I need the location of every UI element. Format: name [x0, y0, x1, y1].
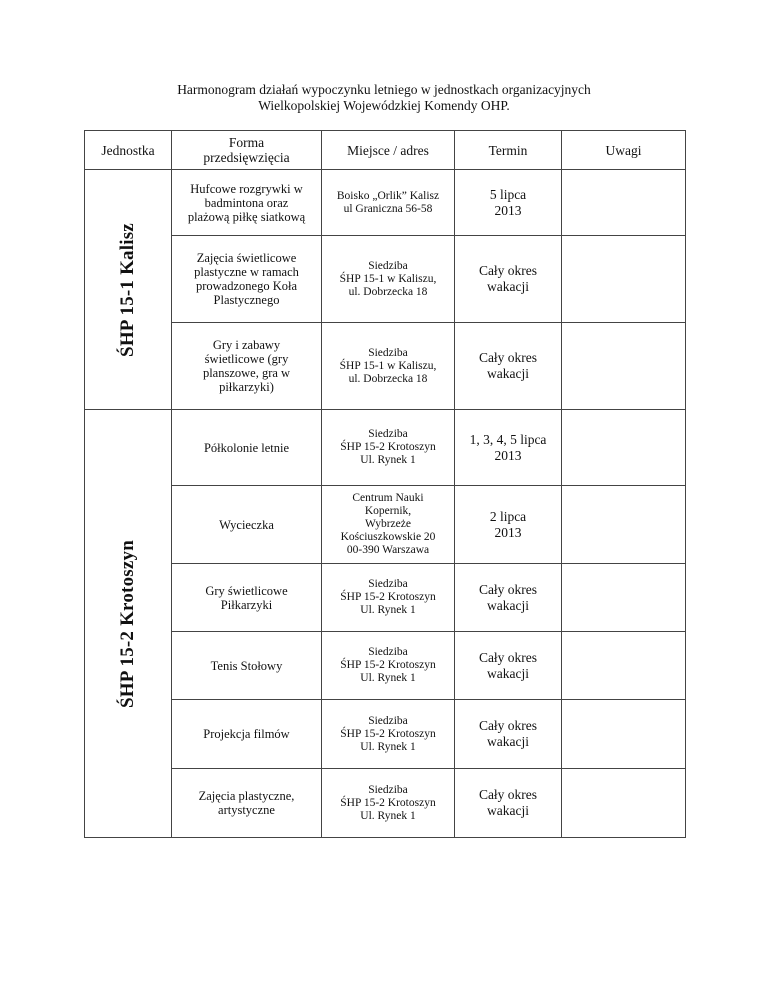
miejsce-cell: [322, 486, 455, 564]
header-forma-line-1: Forma: [228, 135, 265, 150]
uwagi-cell: [562, 410, 686, 486]
table-row: [85, 769, 686, 838]
page-title: [84, 82, 684, 114]
forma-line: Tenis Stołowy: [210, 658, 283, 673]
termin-line: 2013: [494, 202, 522, 218]
table-row: [85, 236, 686, 323]
termin-line: Cały okres: [478, 649, 538, 665]
termin-line: 1, 3, 4, 5 lipca: [469, 431, 547, 447]
forma-cell: [172, 564, 322, 632]
uwagi-cell: [562, 769, 686, 838]
termin-cell: [455, 410, 562, 486]
miejsce-line: ŚHP 15-1 w Kaliszu,: [339, 359, 437, 372]
miejsce-line: Ul. Rynek 1: [360, 672, 416, 684]
forma-line: plażową piłkę siatkową: [187, 209, 306, 224]
miejsce-line: ŚHP 15-2 Krotoszyn: [340, 441, 436, 453]
forma-line: badmintona oraz: [204, 195, 289, 210]
forma-cell: [172, 410, 322, 486]
miejsce-line: Siedziba: [368, 578, 408, 590]
termin-line: wakacji: [487, 279, 529, 294]
miejsce-cell: [322, 236, 455, 323]
unit-cell: [85, 410, 172, 838]
schedule-table: [84, 130, 686, 838]
uwagi-cell: [562, 236, 686, 323]
forma-line: artystyczne: [218, 803, 275, 817]
termin-line: Cały okres: [478, 581, 538, 597]
header-forma: [172, 131, 322, 170]
termin-cell: [455, 769, 562, 838]
miejsce-line: Siedziba: [368, 346, 408, 359]
miejsce-line: Centrum Nauki: [352, 492, 424, 504]
miejsce-line: ŚHP 15-1 w Kaliszu,: [339, 272, 437, 285]
miejsce-cell: [322, 700, 455, 769]
miejsce-line: Siedziba: [368, 714, 408, 727]
miejsce-cell: [322, 170, 455, 236]
table-row: [85, 170, 686, 236]
forma-line: Hufcowe rozgrywki w: [190, 181, 303, 196]
forma-line: Wycieczka: [219, 517, 274, 532]
termin-line: Cały okres: [478, 263, 538, 278]
miejsce-line: Boisko „Orlik” Kalisz: [336, 189, 440, 202]
miejsce-line: Siedziba: [368, 259, 408, 272]
forma-line: Projekcja filmów: [203, 727, 290, 741]
termin-cell: [455, 170, 562, 236]
forma-line: Gry świetlicowe: [205, 583, 288, 598]
uwagi-cell: [562, 486, 686, 564]
termin-cell: [455, 236, 562, 323]
header-jednostka: Jednostka: [85, 131, 172, 170]
termin-line: wakacji: [487, 803, 529, 818]
header-miejsce: Miejsce / adres: [322, 131, 455, 170]
termin-cell: [455, 486, 562, 564]
miejsce-line: Ul. Rynek 1: [360, 604, 416, 616]
forma-line: planszowe, gra w: [202, 366, 291, 380]
termin-line: 2013: [494, 447, 522, 463]
header-forma-line-2: przedsięwzięcia: [203, 150, 290, 165]
miejsce-cell: [322, 410, 455, 486]
uwagi-cell: [562, 564, 686, 632]
uwagi-cell: [562, 632, 686, 700]
forma-line: piłkarzyki): [219, 380, 274, 394]
unit-name: ŚHP 15-2 Krotoszyn: [117, 539, 138, 708]
table-row: [85, 632, 686, 700]
uwagi-cell: [562, 170, 686, 236]
miejsce-line: ul. Dobrzecka 18: [348, 372, 428, 385]
unit-name: ŚHP 15-1 Kalisz: [117, 222, 138, 357]
termin-cell: [455, 564, 562, 632]
miejsce-line: ŚHP 15-2 Krotoszyn: [340, 727, 436, 740]
forma-cell: [172, 700, 322, 769]
forma-line: Piłkarzyki: [220, 597, 273, 612]
header-row: [85, 131, 686, 170]
forma-cell: [172, 769, 322, 838]
miejsce-line: 00-390 Warszawa: [346, 544, 430, 556]
miejsce-line: Wybrzeże: [365, 518, 411, 530]
forma-cell: [172, 632, 322, 700]
termin-line: Cały okres: [478, 787, 538, 802]
termin-cell: [455, 632, 562, 700]
forma-cell: [172, 486, 322, 564]
forma-line: prowadzonego Koła: [195, 279, 297, 293]
miejsce-line: ŚHP 15-2 Krotoszyn: [340, 796, 436, 809]
termin-cell: [455, 323, 562, 410]
forma-line: Półkolonie letnie: [203, 440, 290, 455]
header-uwagi: Uwagi: [562, 131, 686, 170]
table-row: [85, 486, 686, 564]
forma-line: świetlicowe (gry: [204, 352, 289, 366]
miejsce-cell: [322, 564, 455, 632]
title-line-1: Harmonogram działań wypoczynku letniego w jednostkach organizacyjnych: [177, 82, 591, 97]
termin-line: Cały okres: [478, 350, 538, 365]
miejsce-cell: [322, 632, 455, 700]
forma-line: Zajęcia świetlicowe: [196, 251, 297, 265]
miejsce-line: Siedziba: [368, 428, 408, 440]
schedule-body: [85, 170, 686, 838]
miejsce-line: ul. Dobrzecka 18: [348, 285, 428, 298]
forma-line: Plastycznego: [213, 293, 280, 307]
miejsce-cell: [322, 323, 455, 410]
table-row: [85, 410, 686, 486]
termin-line: wakacji: [487, 597, 529, 613]
miejsce-line: Ul. Rynek 1: [360, 809, 416, 822]
forma-line: Gry i zabawy: [212, 338, 281, 352]
header-termin: Termin: [455, 131, 562, 170]
miejsce-line: ŚHP 15-2 Krotoszyn: [340, 659, 436, 671]
miejsce-line: Kopernik,: [364, 505, 412, 517]
miejsce-line: Ul. Rynek 1: [360, 454, 416, 466]
termin-line: Cały okres: [478, 718, 538, 733]
termin-cell: [455, 700, 562, 769]
miejsce-line: ul Graniczna 56-58: [343, 202, 433, 215]
uwagi-cell: [562, 700, 686, 769]
miejsce-cell: [322, 769, 455, 838]
miejsce-line: Siedziba: [368, 646, 408, 658]
forma-line: Zajęcia plastyczne,: [198, 789, 295, 803]
miejsce-line: Kościuszkowskie 20: [340, 531, 436, 543]
miejsce-line: Ul. Rynek 1: [360, 740, 416, 753]
forma-line: plastyczne w ramach: [194, 265, 299, 279]
miejsce-line: Siedziba: [368, 783, 408, 796]
forma-cell: [172, 170, 322, 236]
termin-line: 2013: [494, 524, 522, 540]
forma-cell: [172, 236, 322, 323]
title-line-2: Wielkopolskiej Wojewódzkiej Komendy OHP.: [258, 98, 510, 113]
table-row: [85, 564, 686, 632]
table-row: [85, 700, 686, 769]
table-row: [85, 323, 686, 410]
uwagi-cell: [562, 323, 686, 410]
forma-cell: [172, 323, 322, 410]
miejsce-line: ŚHP 15-2 Krotoszyn: [340, 591, 436, 603]
termin-line: wakacji: [487, 366, 529, 381]
termin-line: wakacji: [487, 665, 529, 681]
termin-line: 5 lipca: [489, 186, 527, 202]
termin-line: 2 lipca: [489, 508, 527, 524]
unit-cell: [85, 170, 172, 410]
termin-line: wakacji: [487, 734, 529, 749]
